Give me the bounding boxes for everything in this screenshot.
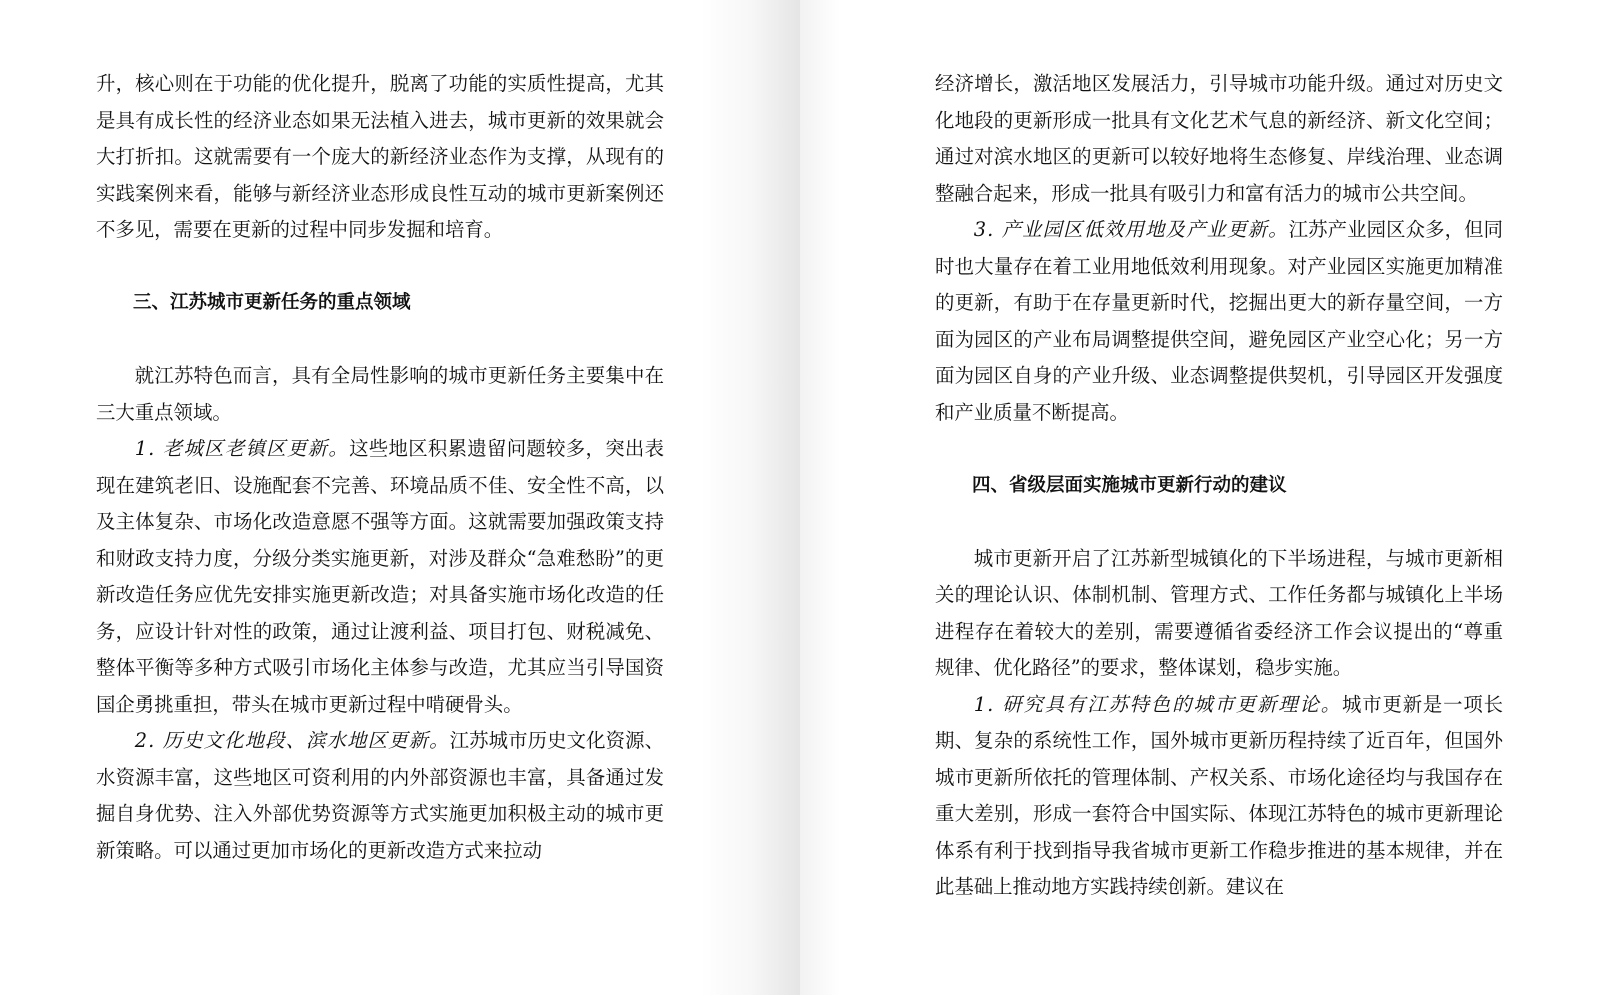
left-text-column bbox=[96, 66, 664, 869]
spacer bbox=[96, 249, 664, 286]
item-2-body: 江苏城市历史文化资源、水资源丰富，这些地区可资利用的内外部资源也丰富，具备通过发掘自身优势、注入外部优势资源等方式实施更加积极主动的城市更新策略。可以通过更加市场化的更新改造方式来拉动 bbox=[96, 729, 664, 862]
section-heading-4: 四、省级层面实施城市更新行动的建议 bbox=[972, 474, 1287, 496]
spacer bbox=[96, 322, 664, 359]
section-intro: 就江苏特色而言，具有全局性影响的城市更新任务主要集中在三大重点领域。 bbox=[96, 364, 664, 424]
list-item-1 bbox=[96, 431, 664, 723]
spacer bbox=[935, 431, 1503, 468]
item-3-title: 3. 产业园区低效用地及产业更新。 bbox=[973, 218, 1289, 241]
section-heading-3: 三、江苏城市更新任务的重点领域 bbox=[133, 292, 411, 313]
section-intro: 城市更新开启了江苏新型城镇化的下半场进程，与城市更新相关的理论认识、体制机制、管理方式、工作任务都与城镇化上半场进程存在着较大的差别，需要遵循省委经济工作会议提出的“尊重规律、优化路径”的要求，整体谋划，稳步实施。 bbox=[935, 546, 1503, 679]
list-item-2 bbox=[96, 723, 664, 869]
paragraph-continuation: 升，核心则在于功能的优化提升，脱离了功能的实质性提高，尤其是具有成长性的经济业态如果无法植入进去，城市更新的效果就会大打折扣。这就需要有一个庞大的新经济业态作为支撑，从现有的实践案例来看，能够与新经济业态形成良性互动的城市更新案例还不多见，需要在更新的过程中同步发掘和培育。 bbox=[96, 72, 664, 241]
recommendation-1-title: 1. 研究具有江苏特色的城市更新理论。 bbox=[973, 692, 1342, 716]
item-2-title: 2. 历史文化地段、滨水地区更新。 bbox=[134, 729, 450, 752]
gutter-shadow bbox=[700, 0, 800, 995]
recommendation-1-body: 城市更新是一项长期、复杂的系统性工作，国外城市更新历程持续了近百年，但国外城市更新所依托的管理体制、产权关系、市场化途径均与我国存在重大差别，形成一套符合中国实际、体现江苏特色的城市更新理论体系有利于找到指导我省城市更新工作稳步推进的基本规律，并在此基础上推动地方实践持续创新。建议在 bbox=[935, 692, 1504, 898]
item-3-body: 江苏产业园区众多，但同时也大量存在着工业用地低效利用现象。对产业园区实施更加精准的更新，有助于在存量更新时代，挖掘出更大的新存量空间，一方面为园区的产业布局调整提供空间，避免园区产业空心化；另一方面为园区自身的产业升级、业态调整提供契机，引导园区开发强度和产业质量不断提高。 bbox=[935, 218, 1503, 424]
item-1-body: 这些地区积累遗留问题较多，突出表现在建筑老旧、设施配套不完善、环境品质不佳、安全性不高，以及主体复杂、市场化改造意愿不强等方面。这就需要加强政策支持和财政支持力度，分级分类实施更新，对涉及群众“急难愁盼”的更新改造任务应优先安排实施更新改造；对具备实施市场化改造的任务，应设计针对性的政策，通过让渡利益、项目打包、财税减免、整体平衡等多种方式吸引市场化主体参与改造，尤其应当引导国资国企勇挑重担，带头在城市更新过程中啃硬骨头。 bbox=[96, 437, 665, 716]
list-item-3 bbox=[935, 212, 1503, 431]
recommendation-item-1 bbox=[935, 687, 1503, 906]
item-1-title: 1. 老城区老镇区更新。 bbox=[134, 437, 350, 460]
right-text-column bbox=[935, 66, 1503, 906]
right-page bbox=[800, 0, 1600, 995]
gutter-shadow bbox=[800, 0, 840, 995]
paragraph-continuation: 经济增长，激活地区发展活力，引导城市功能升级。通过对历史文化地段的更新形成一批具有文化艺术气息的新经济、新文化空间；通过对滨水地区的更新可以较好地将生态修复、岸线治理、业态调整融合起来，形成一批具有吸引力和富有活力的城市公共空间。 bbox=[935, 72, 1503, 205]
spacer bbox=[935, 504, 1503, 541]
